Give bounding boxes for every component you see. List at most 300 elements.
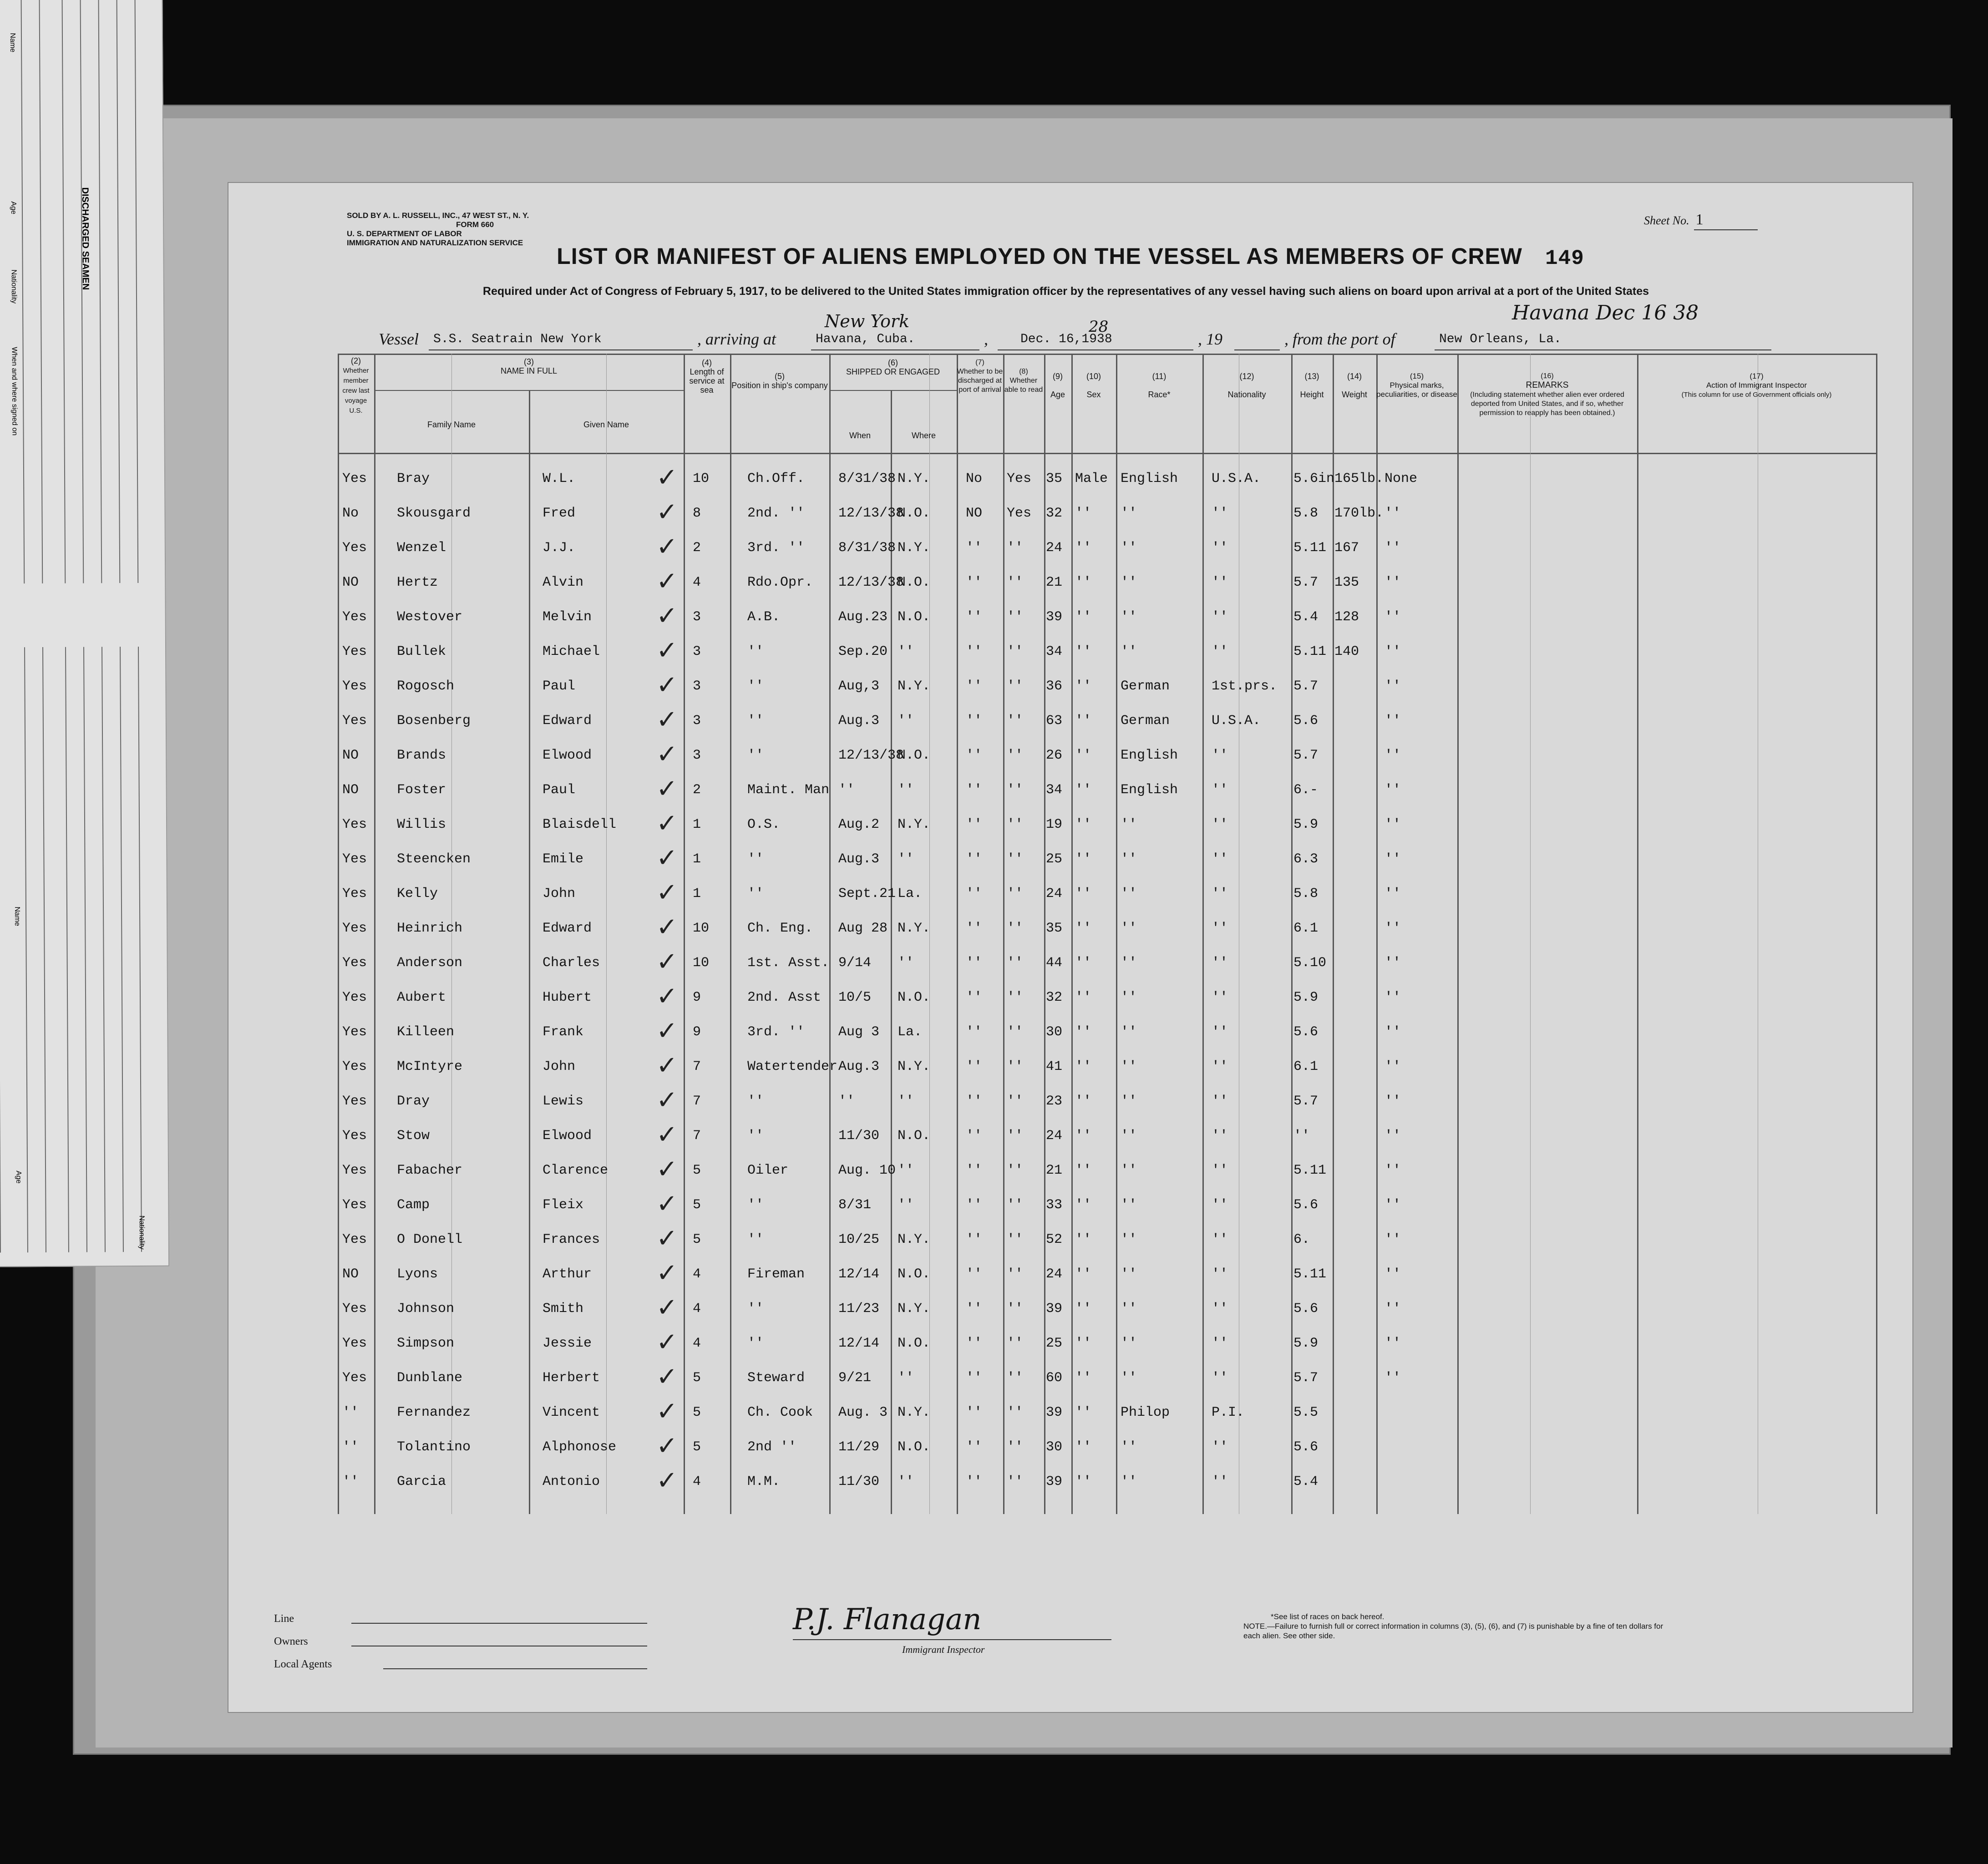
cell-given: Alphonose — [543, 1439, 617, 1455]
cell-family: Anderson — [397, 955, 463, 971]
cell-age: 34 — [1046, 782, 1063, 798]
penalty-note: NOTE.—Failure to furnish full or correct information in columns (3), (5), (6), and (7) is punishable by a fine of ten dollars for each alien. See other side. — [1243, 1622, 1663, 1640]
cell-family: O Donell — [397, 1232, 463, 1247]
check-mark-icon: ✓ — [656, 1155, 678, 1184]
cell-sex: '' — [1075, 575, 1092, 590]
cell-crew: Yes — [342, 955, 367, 971]
cell-crew: Yes — [342, 1197, 367, 1213]
cell-height: 5.6 — [1293, 713, 1319, 729]
cell-service: 5 — [693, 1405, 701, 1420]
cell-given: Smith — [543, 1301, 584, 1317]
cell-given: John — [543, 1059, 576, 1074]
cell-read: Yes — [1007, 506, 1032, 521]
cell-nationality: '' — [1212, 644, 1228, 659]
cell-sex: '' — [1075, 540, 1092, 556]
cell-service: 7 — [693, 1094, 701, 1109]
service-label: IMMIGRATION AND NATURALIZATION SERVICE — [347, 238, 523, 247]
cell-crew: Yes — [342, 1094, 367, 1109]
cell-discharged: '' — [966, 1059, 983, 1074]
table-row — [338, 808, 1876, 842]
check-mark-icon: ✓ — [656, 982, 678, 1011]
cell-read: '' — [1007, 1232, 1024, 1247]
cell-read: '' — [1007, 955, 1024, 971]
cell-given: Frances — [543, 1232, 600, 1247]
cell-sex: '' — [1075, 1336, 1092, 1351]
cell-race: '' — [1121, 1128, 1137, 1144]
cell-position: '' — [747, 886, 764, 902]
cell-read: '' — [1007, 817, 1024, 832]
cell-given: Herbert — [543, 1370, 600, 1386]
cell-family: Stow — [397, 1128, 430, 1144]
cell-where: N.Y. — [898, 471, 931, 486]
cell-height: 5.11 — [1293, 1266, 1327, 1282]
cell-family: Camp — [397, 1197, 430, 1213]
cell-family: Bosenberg — [397, 713, 471, 729]
cell-sex: '' — [1075, 817, 1092, 832]
cell-when: Aug. 10 — [838, 1163, 896, 1178]
cell-service: 3 — [693, 713, 701, 729]
check-mark-icon: ✓ — [656, 809, 678, 838]
check-mark-icon: ✓ — [656, 601, 678, 631]
col-header-where: Where — [911, 431, 936, 440]
cell-marks: '' — [1384, 1370, 1401, 1386]
check-mark-icon: ✓ — [656, 878, 678, 907]
cell-read: '' — [1007, 609, 1024, 625]
cell-where: N.Y. — [898, 817, 931, 832]
cell-height: 6.1 — [1293, 1059, 1319, 1074]
cell-where: N.Y. — [898, 1301, 931, 1317]
cell-marks: '' — [1384, 1024, 1401, 1040]
cell-where: '' — [898, 1474, 914, 1489]
col-header-discharged: (7) Whether to be discharged at port of arrival — [957, 359, 1003, 394]
cell-age: 39 — [1046, 1301, 1063, 1317]
cell-height: 5.6 — [1293, 1301, 1319, 1317]
cell-read: '' — [1007, 1094, 1024, 1109]
cell-discharged: '' — [966, 1370, 983, 1386]
cell-given: Alvin — [543, 575, 584, 590]
cell-when: 9/21 — [838, 1370, 872, 1386]
cell-service: 2 — [693, 540, 701, 556]
cell-position: '' — [747, 1301, 764, 1317]
cell-service: 10 — [693, 471, 710, 486]
cell-height: 5.7 — [1293, 575, 1319, 590]
check-mark-icon: ✓ — [656, 774, 678, 804]
sheet-number-value: 1 — [1695, 211, 1704, 228]
cell-marks: '' — [1384, 748, 1401, 763]
cell-read: '' — [1007, 1024, 1024, 1040]
cell-when: 8/31/38 — [838, 540, 896, 556]
cell-discharged: '' — [966, 1439, 983, 1455]
cell-position: '' — [747, 679, 764, 694]
cell-nationality: '' — [1212, 817, 1228, 832]
cell-race: '' — [1121, 1474, 1137, 1489]
col-header-remarks: (16) REMARKS (Including statement whether alien ever ordered deported from United States, and if so, whether permission to reapply has been obtained.) — [1470, 372, 1624, 417]
cell-where: N.O. — [898, 1266, 931, 1282]
col-header-family: Family Name — [427, 420, 476, 429]
cell-nationality: '' — [1212, 1301, 1228, 1317]
cell-race: '' — [1121, 1439, 1137, 1455]
cell-marks: '' — [1384, 782, 1401, 798]
footer-note — [1243, 1612, 1676, 1641]
table-row — [338, 842, 1876, 877]
cell-sex: '' — [1075, 782, 1092, 798]
cell-age: 39 — [1046, 1405, 1063, 1420]
table-row — [338, 496, 1876, 531]
table-row — [338, 1015, 1876, 1050]
cell-service: 3 — [693, 679, 701, 694]
cell-given: Paul — [543, 679, 576, 694]
cell-height: 5.9 — [1293, 817, 1319, 832]
col-header-nationality: (12) Nationality — [1227, 372, 1266, 399]
col-header-read: (8) Whether able to read — [1004, 368, 1043, 394]
cell-race: '' — [1121, 955, 1137, 971]
cell-read: '' — [1007, 644, 1024, 659]
cell-position: Maint. Man — [747, 782, 830, 798]
cell-crew: Yes — [342, 1024, 367, 1040]
check-mark-icon: ✓ — [656, 532, 678, 562]
table-row — [338, 635, 1876, 669]
cell-sex: '' — [1075, 748, 1092, 763]
cell-where: N.O. — [898, 1128, 931, 1144]
cell-given: Edward — [543, 713, 592, 729]
cell-age: 24 — [1046, 1266, 1063, 1282]
cell-crew: Yes — [342, 609, 367, 625]
cell-family: Hertz — [397, 575, 438, 590]
cell-crew: NO — [342, 748, 359, 763]
cell-marks: '' — [1384, 1059, 1401, 1074]
table-row — [338, 1396, 1876, 1430]
cell-height: 5.10 — [1293, 955, 1327, 971]
check-mark-icon: ✓ — [656, 705, 678, 734]
footer-left — [274, 1607, 332, 1676]
table-row — [338, 600, 1876, 635]
check-mark-icon: ✓ — [656, 912, 678, 942]
cell-given: Melvin — [543, 609, 592, 625]
cell-discharged: '' — [966, 679, 983, 694]
discharged-col-when: When and where signed on — [10, 347, 19, 436]
cell-marks: '' — [1384, 679, 1401, 694]
cell-position: '' — [747, 1336, 764, 1351]
cell-race: Philop — [1121, 1405, 1170, 1420]
cell-when: 11/29 — [838, 1439, 880, 1455]
cell-nationality: U.S.A. — [1212, 713, 1261, 729]
check-mark-icon: ✓ — [656, 740, 678, 769]
table-row — [338, 946, 1876, 981]
cell-age: 39 — [1046, 609, 1063, 625]
table-row — [338, 1327, 1876, 1361]
cell-family: Brands — [397, 748, 446, 763]
cell-given: Michael — [543, 644, 600, 659]
cell-when: Aug.2 — [838, 817, 880, 832]
cell-sex: '' — [1075, 609, 1092, 625]
cell-discharged: '' — [966, 1474, 983, 1489]
cell-age: 24 — [1046, 540, 1063, 556]
discharged-col-name: Name — [8, 33, 17, 53]
cell-given: Frank — [543, 1024, 584, 1040]
table-row — [338, 1257, 1876, 1292]
cell-marks: '' — [1384, 575, 1401, 590]
cell-sex: '' — [1075, 1197, 1092, 1213]
cell-read: '' — [1007, 679, 1024, 694]
check-mark-icon: ✓ — [656, 947, 678, 977]
cell-nationality: 1st.prs. — [1212, 679, 1278, 694]
cell-read: '' — [1007, 1405, 1024, 1420]
col-header-action: (17) Action of Immigrant Inspector (This column for use of Government officials only) — [1681, 372, 1832, 399]
cell-discharged: '' — [966, 817, 983, 832]
cell-age: 30 — [1046, 1439, 1063, 1455]
cell-given: Arthur — [543, 1266, 592, 1282]
cell-read: '' — [1007, 540, 1024, 556]
cell-marks: '' — [1384, 540, 1401, 556]
col-header-weight: (14) Weight — [1342, 372, 1367, 399]
cell-race: English — [1121, 471, 1178, 486]
cell-family: Garcia — [397, 1474, 446, 1489]
check-mark-icon: ✓ — [656, 1258, 678, 1288]
cell-discharged: '' — [966, 1405, 983, 1420]
cell-race: '' — [1121, 609, 1137, 625]
cell-crew: Yes — [342, 1336, 367, 1351]
cell-age: 19 — [1046, 817, 1063, 832]
cell-given: Blaisdell — [543, 817, 617, 832]
cell-where: '' — [898, 1163, 914, 1178]
cell-read: '' — [1007, 851, 1024, 867]
cell-read: '' — [1007, 575, 1024, 590]
cell-sex: '' — [1075, 506, 1092, 521]
cell-age: 35 — [1046, 921, 1063, 936]
cell-crew: Yes — [342, 990, 367, 1005]
cell-crew: Yes — [342, 713, 367, 729]
cell-position: '' — [747, 1128, 764, 1144]
discharged-col-nationality: Nationality — [10, 269, 18, 304]
cell-position: Ch. Eng. — [747, 921, 813, 936]
cell-marks: '' — [1384, 609, 1401, 625]
cell-nationality: '' — [1212, 748, 1228, 763]
cell-race: '' — [1121, 817, 1137, 832]
cell-height: 5.5 — [1293, 1405, 1319, 1420]
cell-position: 2nd. '' — [747, 506, 805, 521]
cell-age: 63 — [1046, 713, 1063, 729]
cell-age: 25 — [1046, 851, 1063, 867]
cell-where: '' — [898, 955, 914, 971]
cell-given: Lewis — [543, 1094, 584, 1109]
inspector-signature: P.J. Flanagan — [793, 1603, 982, 1636]
cell-service: 8 — [693, 506, 701, 521]
cell-marks: '' — [1384, 1163, 1401, 1178]
cell-read: '' — [1007, 1059, 1024, 1074]
cell-family: Wenzel — [397, 540, 446, 556]
crew-table — [338, 354, 1876, 1514]
cell-family: Skousgard — [397, 506, 471, 521]
cell-marks: '' — [1384, 990, 1401, 1005]
cell-when: '' — [838, 782, 855, 798]
cell-family: Dray — [397, 1094, 430, 1109]
cell-height: 5.6 — [1293, 1439, 1319, 1455]
check-mark-icon: ✓ — [656, 1293, 678, 1322]
cell-read: '' — [1007, 921, 1024, 936]
cell-where: N.Y. — [898, 1405, 931, 1420]
cell-where: '' — [898, 1197, 914, 1213]
cell-family: Aubert — [397, 990, 446, 1005]
table-row — [338, 912, 1876, 946]
cell-when: '' — [838, 1094, 855, 1109]
check-mark-icon: ✓ — [656, 567, 678, 596]
cell-where: N.Y. — [898, 679, 931, 694]
cell-given: John — [543, 886, 576, 902]
cell-family: Rogosch — [397, 679, 455, 694]
cell-service: 5 — [693, 1163, 701, 1178]
cell-when: 9/14 — [838, 955, 872, 971]
cell-marks: '' — [1384, 1128, 1401, 1144]
cell-height: 5.7 — [1293, 1094, 1319, 1109]
cell-position: Ch. Cook — [747, 1405, 813, 1420]
cell-race: English — [1121, 748, 1178, 763]
cell-given: Paul — [543, 782, 576, 798]
cell-where: '' — [898, 644, 914, 659]
cell-when: Sep.20 — [838, 644, 888, 659]
cell-sex: '' — [1075, 1266, 1092, 1282]
cell-age: 23 — [1046, 1094, 1063, 1109]
cell-nationality: '' — [1212, 1474, 1228, 1489]
check-mark-icon: ✓ — [656, 1189, 678, 1219]
cell-race: '' — [1121, 1370, 1137, 1386]
cell-sex: '' — [1075, 1405, 1092, 1420]
cell-race: German — [1121, 679, 1170, 694]
cell-family: Simpson — [397, 1336, 455, 1351]
discharged-title: DISCHARGED SEAMEN — [80, 187, 91, 290]
cell-crew: Yes — [342, 1370, 367, 1386]
cell-nationality: '' — [1212, 1024, 1228, 1040]
cell-discharged: '' — [966, 1163, 983, 1178]
cell-where: '' — [898, 851, 914, 867]
cell-weight: 140 — [1334, 644, 1359, 659]
cell-race: '' — [1121, 575, 1137, 590]
sheet-number-label: Sheet No. — [1644, 214, 1689, 227]
cell-family: Tolantino — [397, 1439, 471, 1455]
cell-sex: '' — [1075, 1232, 1092, 1247]
cell-position: '' — [747, 644, 764, 659]
table-row — [338, 1361, 1876, 1396]
cell-marks: '' — [1384, 1301, 1401, 1317]
signature-block — [793, 1603, 985, 1655]
cell-given: Fred — [543, 506, 576, 521]
cell-where: N.Y. — [898, 1059, 931, 1074]
cell-given: W.L. — [543, 471, 576, 486]
cell-when: 12/13/38 — [838, 506, 904, 521]
cell-crew: Yes — [342, 851, 367, 867]
cell-crew: '' — [342, 1474, 359, 1489]
cell-position: O.S. — [747, 817, 781, 832]
cell-nationality: '' — [1212, 1163, 1228, 1178]
cell-age: 24 — [1046, 1128, 1063, 1144]
cell-race: '' — [1121, 990, 1137, 1005]
from-label: , from the port of — [1284, 330, 1395, 348]
cell-discharged: '' — [966, 1336, 983, 1351]
cell-discharged: '' — [966, 921, 983, 936]
subtitle: Required under Act of Congress of February 5, 1917, to be delivered to the United States immigration officer by the representatives of any vessel having such aliens on board upon arrival at a port of the United States — [482, 285, 1649, 298]
cell-height: 5.8 — [1293, 506, 1319, 521]
cell-sex: '' — [1075, 1059, 1092, 1074]
discharged-col-age: Age — [9, 201, 18, 214]
cell-sex: '' — [1075, 851, 1092, 867]
cell-crew: Yes — [342, 1059, 367, 1074]
cell-read: '' — [1007, 1336, 1024, 1351]
cell-sex: '' — [1075, 886, 1092, 902]
cell-race: '' — [1121, 1301, 1137, 1317]
cell-nationality: '' — [1212, 1266, 1228, 1282]
cell-service: 9 — [693, 1024, 701, 1040]
cell-age: 30 — [1046, 1024, 1063, 1040]
cell-position: 3rd. '' — [747, 540, 805, 556]
cell-marks: '' — [1384, 644, 1401, 659]
cell-weight: 135 — [1334, 575, 1359, 590]
cell-where: N.O. — [898, 1439, 931, 1455]
cell-sex: '' — [1075, 1301, 1092, 1317]
cell-service: 3 — [693, 644, 701, 659]
cell-age: 60 — [1046, 1370, 1063, 1386]
table-row — [338, 1223, 1876, 1257]
cell-crew: Yes — [342, 679, 367, 694]
cell-nationality: '' — [1212, 921, 1228, 936]
col-header-height: (13) Height — [1300, 372, 1324, 399]
cell-when: 11/30 — [838, 1128, 880, 1144]
cell-height: 5.6 — [1293, 1024, 1319, 1040]
cell-read: '' — [1007, 1439, 1024, 1455]
cell-position: Watertender — [747, 1059, 838, 1074]
cell-age: 39 — [1046, 1474, 1063, 1489]
cell-service: 1 — [693, 817, 701, 832]
table-row — [338, 462, 1876, 496]
cell-marks: '' — [1384, 1094, 1401, 1109]
table-row — [338, 531, 1876, 566]
cell-read: '' — [1007, 1474, 1024, 1489]
cell-position: M.M. — [747, 1474, 781, 1489]
cell-discharged: '' — [966, 540, 983, 556]
manifest-sheet — [228, 182, 1913, 1713]
cell-crew: Yes — [342, 1163, 367, 1178]
cell-when: 11/23 — [838, 1301, 880, 1317]
cell-when: Aug,3 — [838, 679, 880, 694]
cell-given: Elwood — [543, 1128, 592, 1144]
cell-discharged: '' — [966, 713, 983, 729]
cell-given: Hubert — [543, 990, 592, 1005]
cell-where: N.Y. — [898, 921, 931, 936]
cell-marks: '' — [1384, 506, 1401, 521]
cell-family: Johnson — [397, 1301, 455, 1317]
races-note: *See list of races on back hereof. — [1271, 1612, 1384, 1621]
cell-family: Bullek — [397, 644, 446, 659]
table-row — [338, 1188, 1876, 1223]
date-correction: 28 — [1089, 318, 1109, 336]
col-header-service: (4) Length of service at sea — [689, 358, 725, 395]
cell-nationality: '' — [1212, 575, 1228, 590]
cell-read: '' — [1007, 886, 1024, 902]
check-mark-icon: ✓ — [656, 843, 678, 873]
cell-nationality: '' — [1212, 540, 1228, 556]
table-row — [338, 1292, 1876, 1327]
col-header-marks: (15) Physical marks, peculiarities, or disease — [1376, 372, 1457, 399]
col-header-when: When — [849, 431, 871, 440]
cell-height: 6.- — [1293, 782, 1319, 798]
cell-when: 8/31/38 — [838, 471, 896, 486]
cell-discharged: '' — [966, 644, 983, 659]
col-header-sex: (10) Sex — [1086, 372, 1101, 399]
cell-given: Antonio — [543, 1474, 600, 1489]
cell-family: McIntyre — [397, 1059, 463, 1074]
cell-service: 5 — [693, 1370, 701, 1386]
cell-family: Heinrich — [397, 921, 463, 936]
cell-race: '' — [1121, 1336, 1137, 1351]
cell-race: German — [1121, 713, 1170, 729]
